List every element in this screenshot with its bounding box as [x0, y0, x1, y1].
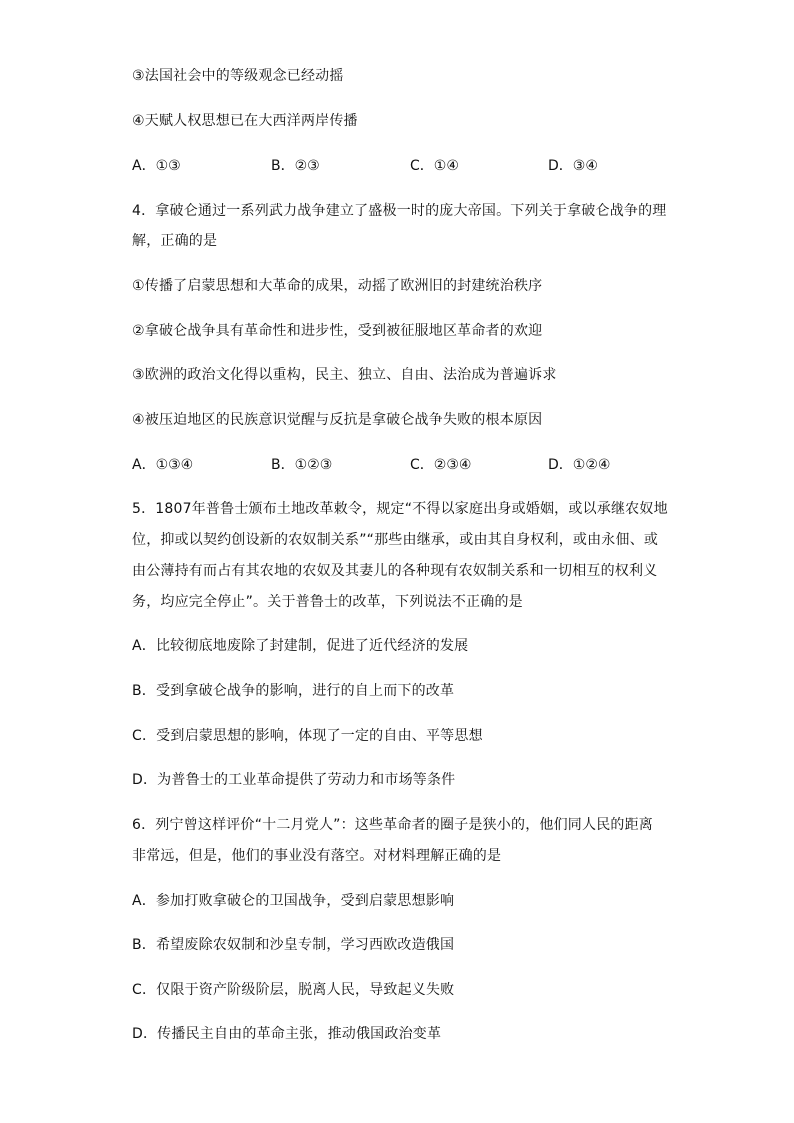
- q6-option-d[interactable]: D．传播民主自由的革命主张，推动俄国政治变革: [132, 1026, 442, 1042]
- q4-statement-2: ②拿破仑战争具有革命性和进步性，受到被征服地区革命者的欢迎: [132, 323, 543, 339]
- q4-stem-line-2: 解，正确的是: [132, 233, 218, 249]
- q6-option-c[interactable]: C．仅限于资产阶级阶层，脱离人民，导致起义失败: [132, 982, 455, 998]
- q3-option-b[interactable]: B．②③: [271, 158, 320, 174]
- q3-statement-3: ③法国社会中的等级观念已经动摇: [132, 68, 344, 84]
- q4-option-a[interactable]: A．①③④: [132, 457, 194, 473]
- q4-option-c[interactable]: C．②③④: [410, 457, 472, 473]
- q5-stem-line-1: 5．1807年普鲁士颁布土地改革敕令，规定“不得以家庭出身或婚姻，或以承继农奴地: [132, 501, 668, 517]
- q6-stem-line-1: 6．列宁曾这样评价“十二月党人”：这些革命者的圈子是狭小的，他们同人民的距离: [132, 817, 654, 833]
- q5-stem-line-3: 由公薄持有而占有其农地的农奴及其妻儿的各种现有农奴制关系和一切相互的权利义: [132, 563, 658, 579]
- q5-stem-line-4: 务，均应完全停止”。关于普鲁士的改革，下列说法不正确的是: [132, 594, 523, 610]
- q5-option-b[interactable]: B．受到拿破仑战争的影响，进行的自上而下的改革: [132, 683, 455, 699]
- q4-statement-4: ④被压迫地区的民族意识觉醒与反抗是拿破仑战争失败的根本原因: [132, 412, 543, 428]
- q3-option-a[interactable]: A．①③: [132, 158, 181, 174]
- q5-option-d[interactable]: D．为普鲁士的工业革命提供了劳动力和市场等条件: [132, 772, 456, 788]
- q6-option-a[interactable]: A．参加打败拿破仑的卫国战争，受到启蒙思想影响: [132, 893, 455, 909]
- q5-option-a[interactable]: A．比较彻底地废除了封建制，促进了近代经济的发展: [132, 638, 469, 654]
- q6-option-b[interactable]: B．希望废除农奴制和沙皇专制，学习西欧改造俄国: [132, 937, 455, 953]
- q4-option-b[interactable]: B．①②③: [271, 457, 333, 473]
- q3-statement-4: ④天赋人权思想已在大西洋两岸传播: [132, 113, 358, 129]
- q6-stem-line-2: 非常远，但是，他们的事业没有落空。对材料理解正确的是: [132, 848, 502, 864]
- q5-stem-line-2: 位，抑或以契约创设新的农奴制关系”“那些由继承，或由其自身权利，或由永佃、或: [132, 532, 659, 548]
- q3-option-d[interactable]: D．③④: [548, 158, 598, 174]
- q4-stem-line-1: 4．拿破仑通过一系列武力战争建立了盛极一时的庞大帝国。下列关于拿破仑战争的理: [132, 203, 667, 219]
- q5-option-c[interactable]: C．受到启蒙思想的影响，体现了一定的自由、平等思想: [132, 728, 483, 744]
- q3-option-c[interactable]: C．①④: [410, 158, 459, 174]
- q4-option-d[interactable]: D．①②④: [548, 457, 611, 473]
- q4-statement-1: ①传播了启蒙思想和大革命的成果，动摇了欧洲旧的封建统治秩序: [132, 278, 543, 294]
- q4-statement-3: ③欧洲的政治文化得以重构，民主、独立、自由、法治成为普遍诉求: [132, 367, 557, 383]
